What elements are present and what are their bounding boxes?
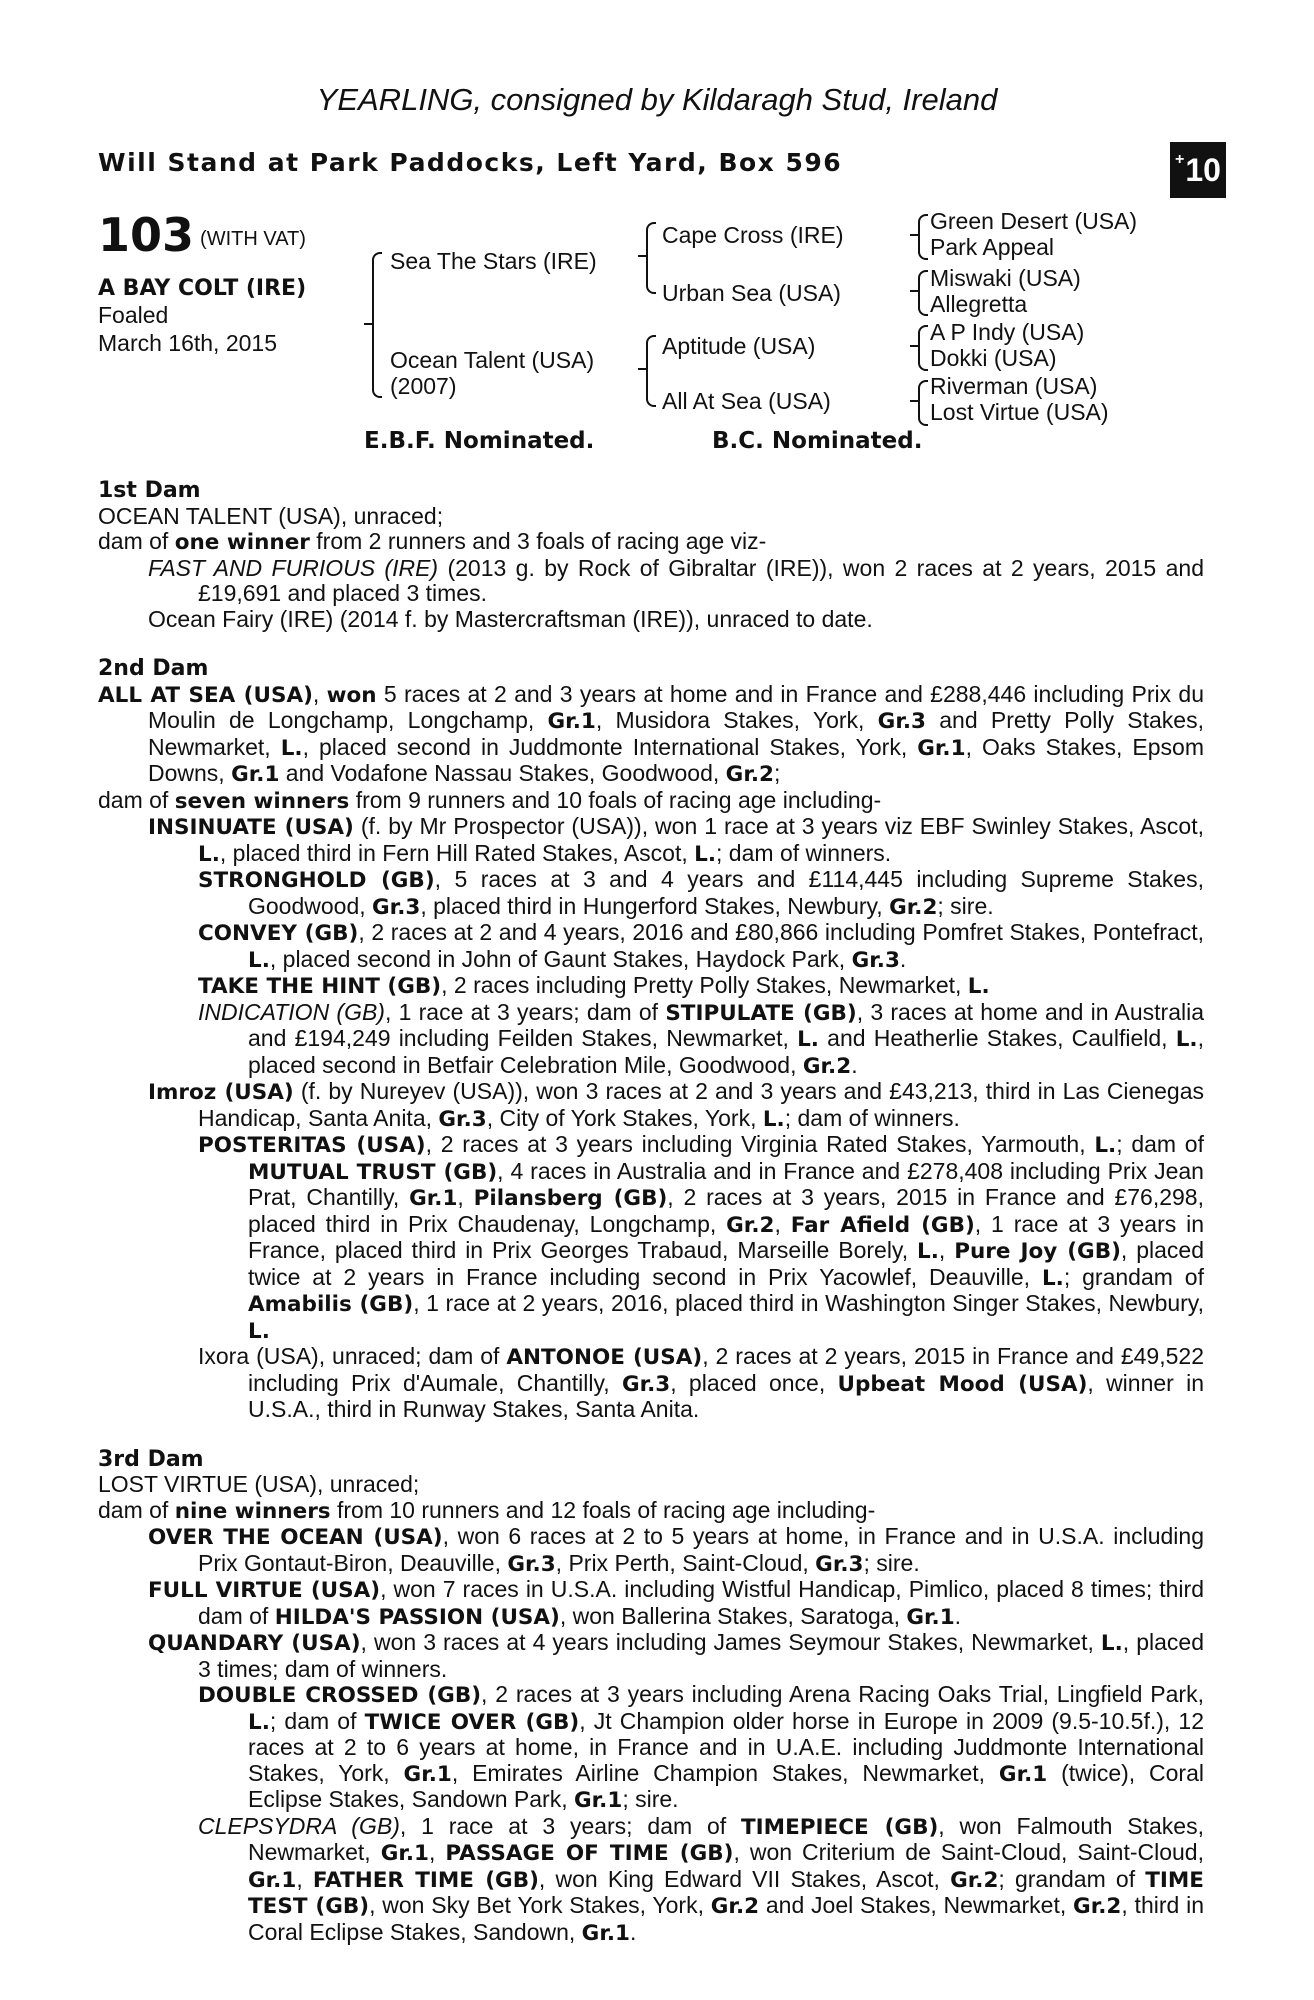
pedigree-dam-sire: Aptitude (USA) xyxy=(662,333,816,359)
lot-number: 103 xyxy=(98,208,195,262)
second-dam-heading: 2nd Dam xyxy=(98,656,209,681)
ebf-nominated: E.B.F. Nominated. xyxy=(364,428,595,454)
pedigree-sdd: Allegretta xyxy=(930,291,1028,317)
produce-entry: OVER THE OCEAN (USA), won 6 races at 2 to 5 years at home, in France and in U.S.A. including Prix Gontaut-Biron, Deauville, Gr.3, Prix Perth, Saint-Cloud, Gr.3; sire. xyxy=(148,1523,1204,1577)
lot-description: A BAY COLT (IRE) xyxy=(98,276,307,301)
produce-entry: STRONGHOLD (GB), 5 races at 3 and 4 years and £114,445 including Supreme Stakes, Goodwood, Gr.3, placed third in Hungerford Stakes, Newbury, Gr.2; sire. xyxy=(198,866,1204,920)
produce-entry: POSTERITAS (USA), 2 races at 3 years including Virginia Rated Stakes, Yarmouth, L.; dam of MUTUAL TRUST (GB), 4 races in Australia and in France and £278,408 including Prix Jean Prat, Chantilly, Gr.1, Pilansberg (GB), 2 races at 3 years, 2015 in France and £76,298, placed third in Prix Chaudenay, Longchamp, Gr.2, Far Afield (GB), 1 race at 3 years in France, placed third in Prix Georges Trabaud, Marseille Borely, L., Pure Joy (GB), placed twice at 2 years in France including second in Prix Yacowlef, Deauville, L.; grandam of Amabilis (GB), 1 race at 2 years, 2016, placed third in Washington Singer Stakes, Newbury, L. xyxy=(198,1131,1205,1344)
first-dam-heading: 1st Dam xyxy=(98,478,201,503)
pedigree-brace-sire-point xyxy=(638,255,646,257)
pedigree-brace-g3-4-point xyxy=(910,400,918,402)
pedigree-sire-sire: Cape Cross (IRE) xyxy=(662,222,844,248)
pedigree-sire-dam: Urban Sea (USA) xyxy=(662,280,841,306)
produce-entry: DOUBLE CROSSED (GB), 2 races at 3 years including Arena Racing Oaks Trial, Lingfield Park, L.; dam of TWICE OVER (GB), Jt Champion older horse in Europe in 2009 (9.5-10.5f.), 12 races at 2 to 6 years at home, in France and in U.A.E. including Juddmonte International Stakes, York, Gr.1, Emirates Airline Champion Stakes, Newmarket, Gr.1 (twice), Coral Eclipse Stakes, Sandown Park, Gr.1; sire. xyxy=(198,1681,1204,1813)
pedigree-sss: Green Desert (USA) xyxy=(930,208,1138,234)
pedigree-ssd: Park Appeal xyxy=(930,234,1055,260)
catalogue-body xyxy=(98,478,1204,1946)
pedigree-brace-g3-1-point xyxy=(910,234,918,236)
produce-entry: CLEPSYDRA (GB), 1 race at 3 years; dam of TIMEPIECE (GB), won Falmouth Stakes, Newmarket, Gr.1, PASSAGE OF TIME (GB), won Criterium de Saint-Cloud, Saint-Cloud, Gr.1, FATHER TIME (GB), won King Edward VII Stakes, Ascot, Gr.2; grandam of TIME TEST (GB), won Sky Bet York Stakes, York, Gr.2 and Joel Stakes, Newmarket, Gr.2, third in Coral Eclipse Stakes, Sandown, Gr.1. xyxy=(198,1812,1204,1946)
bc-nominated: B.C. Nominated. xyxy=(712,428,923,454)
foaled-label: Foaled xyxy=(98,302,169,328)
pedigree-dam-dam: All At Sea (USA) xyxy=(662,388,831,414)
third-dam-produce-summary: dam of nine winners from 10 runners and 12 foals of racing age including- xyxy=(98,1496,876,1524)
third-dam-heading: 3rd Dam xyxy=(98,1446,204,1472)
produce-entry: Ocean Fairy (IRE) (2014 f. by Mastercraftsman (IRE)), unraced to date. xyxy=(148,605,873,632)
pedigree-brace-g3-4 xyxy=(918,380,928,426)
pedigree-brace-g3-3-point xyxy=(910,345,918,347)
produce-entry: INSINUATE (USA) (f. by Mr Prospector (USA)), won 1 race at 3 years viz EBF Swinley Stakes, Ascot, L., placed third in Fern Hill Rated Stakes, Ascot, L.; dam of winners. xyxy=(148,813,1204,867)
first-dam-name: OCEAN TALENT (USA), unraced; xyxy=(98,502,444,529)
badge-number: 10 xyxy=(1185,151,1221,188)
lot-info xyxy=(98,208,306,357)
lot-badge xyxy=(1170,142,1226,198)
pedigree-brace-g3-3 xyxy=(918,325,928,371)
pedigree-dds: Riverman (USA) xyxy=(930,373,1098,399)
produce-entry: Imroz (USA) (f. by Nureyev (USA)), won 3 races at 2 and 3 years and £43,213, third in Las Cienegas Handicap, Santa Anita, Gr.3, City of York Stakes, York, L.; dam of winners. xyxy=(148,1078,1204,1132)
third-dam-name: LOST VIRTUE (USA), unraced; xyxy=(98,1471,420,1497)
produce-entry: CONVEY (GB), 2 races at 2 and 4 years, 2016 and £80,866 including Pomfret Stakes, Pontefract, L., placed second in John of Gaunt Stakes, Haydock Park, Gr.3. xyxy=(198,919,1204,973)
produce-entry: FAST AND FURIOUS (IRE) (2013 g. by Rock of Gibraltar (IRE)), won 2 races at 2 years, 2015 and £19,691 and placed 3 times. xyxy=(148,554,1204,606)
badge-plus: + xyxy=(1175,151,1185,168)
pedigree-dam-year: (2007) xyxy=(390,373,457,399)
pedigree-brace-dam xyxy=(646,335,656,407)
consignment-header: YEARLING, consigned by Kildaragh Stud, Ireland xyxy=(316,82,998,117)
vat-label: (WITH VAT) xyxy=(200,228,306,250)
pedigree-brace-dam-point xyxy=(638,368,646,370)
produce-entry: QUANDARY (USA), won 3 races at 4 years including James Seymour Stakes, Newmarket, L., placed 3 times; dam of winners. xyxy=(148,1629,1204,1682)
pedigree-brace-g3-2-point xyxy=(910,290,918,292)
pedigree-sds: Miswaki (USA) xyxy=(930,265,1081,291)
pedigree-brace-g3-1 xyxy=(918,214,928,260)
second-dam-record: ALL AT SEA (USA), won 5 races at 2 and 3 years at home and in France and £288,446 including Prix du Moulin de Longchamp, Longchamp, Gr.1, Musidora Stakes, York, Gr.3 and Pretty Polly Stakes, Newmarket, L., placed second in Juddmonte International Stakes, York, Gr.1, Oaks Stakes, Epsom Downs, Gr.1 and Vodafone Nassau Stakes, Goodwood, Gr.2; xyxy=(98,680,1204,787)
second-dam-produce-summary: dam of seven winners from 9 runners and 10 foals of racing age including- xyxy=(98,786,882,814)
pedigree-dam: Ocean Talent (USA) xyxy=(390,347,595,373)
foaled-date: March 16th, 2015 xyxy=(98,330,278,356)
first-dam-record: dam of one winner from 2 runners and 3 foals of racing age viz- xyxy=(98,528,767,555)
produce-entry: FULL VIRTUE (USA), won 7 races in U.S.A. including Wistful Handicap, Pimlico, placed 8 times; third dam of HILDA'S PASSION (USA), won Ballerina Stakes, Saratoga, Gr.1. xyxy=(148,1576,1204,1630)
pedigree-ddd: Lost Virtue (USA) xyxy=(930,399,1109,425)
pedigree-dsd: Dokki (USA) xyxy=(930,345,1057,371)
pedigree-dss: A P Indy (USA) xyxy=(930,319,1085,345)
pedigree-brace-main-point xyxy=(364,323,372,325)
pedigree-brace-g3-2 xyxy=(918,270,928,316)
stand-location: Will Stand at Park Paddocks, Left Yard, Box 596 xyxy=(98,148,843,177)
pedigree-brace-sire xyxy=(646,222,656,294)
produce-entry: INDICATION (GB), 1 race at 3 years; dam of STIPULATE (GB), 3 races at home and in Australia and £194,249 including Feilden Stakes, Newmarket, L. and Heatherlie Stakes, Caulfield, L., placed second in Betfair Celebration Mile, Goodwood, Gr.2. xyxy=(198,998,1204,1079)
pedigree-brace-main xyxy=(372,252,382,398)
pedigree-sire: Sea The Stars (IRE) xyxy=(390,248,597,274)
produce-entry: TAKE THE HINT (GB), 2 races including Pretty Polly Stakes, Newmarket, L. xyxy=(198,972,990,999)
produce-entry: Ixora (USA), unraced; dam of ANTONOE (USA), 2 races at 2 years, 2015 in France and £49,522 including Prix d'Aumale, Chantilly, Gr.3, placed once, Upbeat Mood (USA), winner in U.S.A., third in Runway Stakes, Santa Anita. xyxy=(198,1343,1204,1422)
